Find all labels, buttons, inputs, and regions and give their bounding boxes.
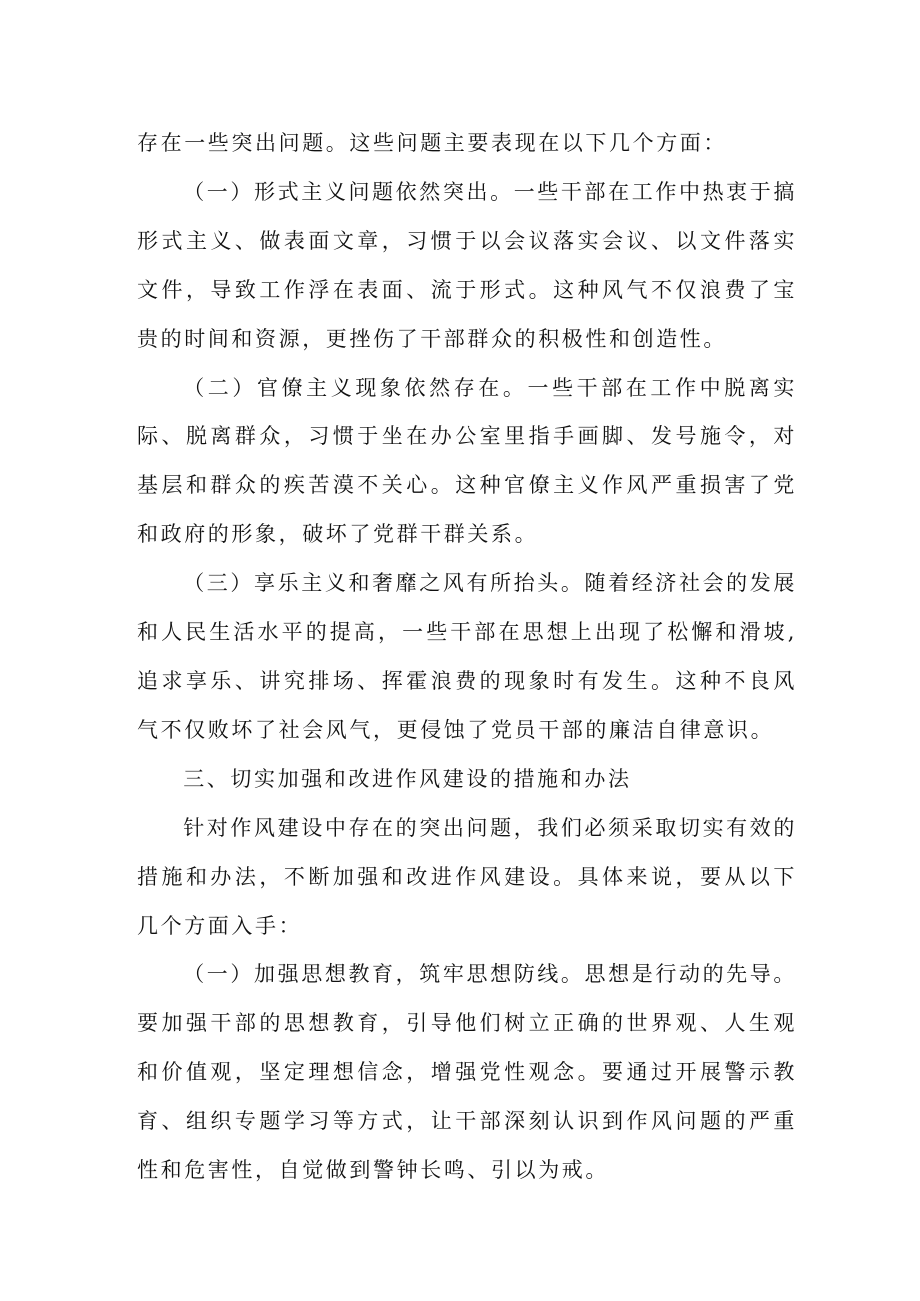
paragraph-bureaucratism: （二）官僚主义现象依然存在。一些干部在工作中脱离实际、脱离群众，习惯于坐在办公室里指手画脚、发号施令，对基层和群众的疾苦漠不关心。这种官僚主义作风严重损害了党和政府的形象，破坏了党群干群关系。 bbox=[137, 375, 797, 547]
paragraph-ideological-education: （一）加强思想教育，筑牢思想防线。思想是行动的先导。要加强干部的思想教育，引导他们树立正确的世界观、人生观和价值观，坚定理想信念，增强党性观念。要通过开展警示教育、组织专题学习等方式，让干部深刻认识到作风问题的严重性和危害性，自觉做到警钟长鸣、引以为戒。 bbox=[137, 962, 797, 1183]
document-body bbox=[137, 119, 797, 1195]
paragraph-measures-intro: 针对作风建设中存在的突出问题，我们必须采取切实有效的措施和办法，不断加强和改进作风建设。具体来说，要从以下几个方面入手： bbox=[137, 815, 797, 938]
paragraph-continuation: 存在一些突出问题。这些问题主要表现在以下几个方面： bbox=[137, 131, 727, 155]
paragraph-hedonism: （三）享乐主义和奢靡之风有所抬头。随着经济社会的发展和人民生活水平的提高，一些干部在思想上出现了松懈和滑坡,追求享乐、讲究排场、挥霍浪费的现象时有发生。这种不良风气不仅败坏了社会风气，更侵蚀了党员干部的廉洁自律意识。 bbox=[137, 571, 797, 742]
paragraph-formalism: （一）形式主义问题依然突出。一些干部在工作中热衷于搞形式主义、做表面文章，习惯于以会议落实会议、以文件落实文件，导致工作浮在表面、流于形式。这种风气不仅浪费了宝贵的时间和资源，更挫伤了干部群众的积极性和创造性。 bbox=[137, 179, 797, 351]
section-heading-measures: 三、切实加强和改进作风建设的措施和办法 bbox=[183, 766, 632, 791]
